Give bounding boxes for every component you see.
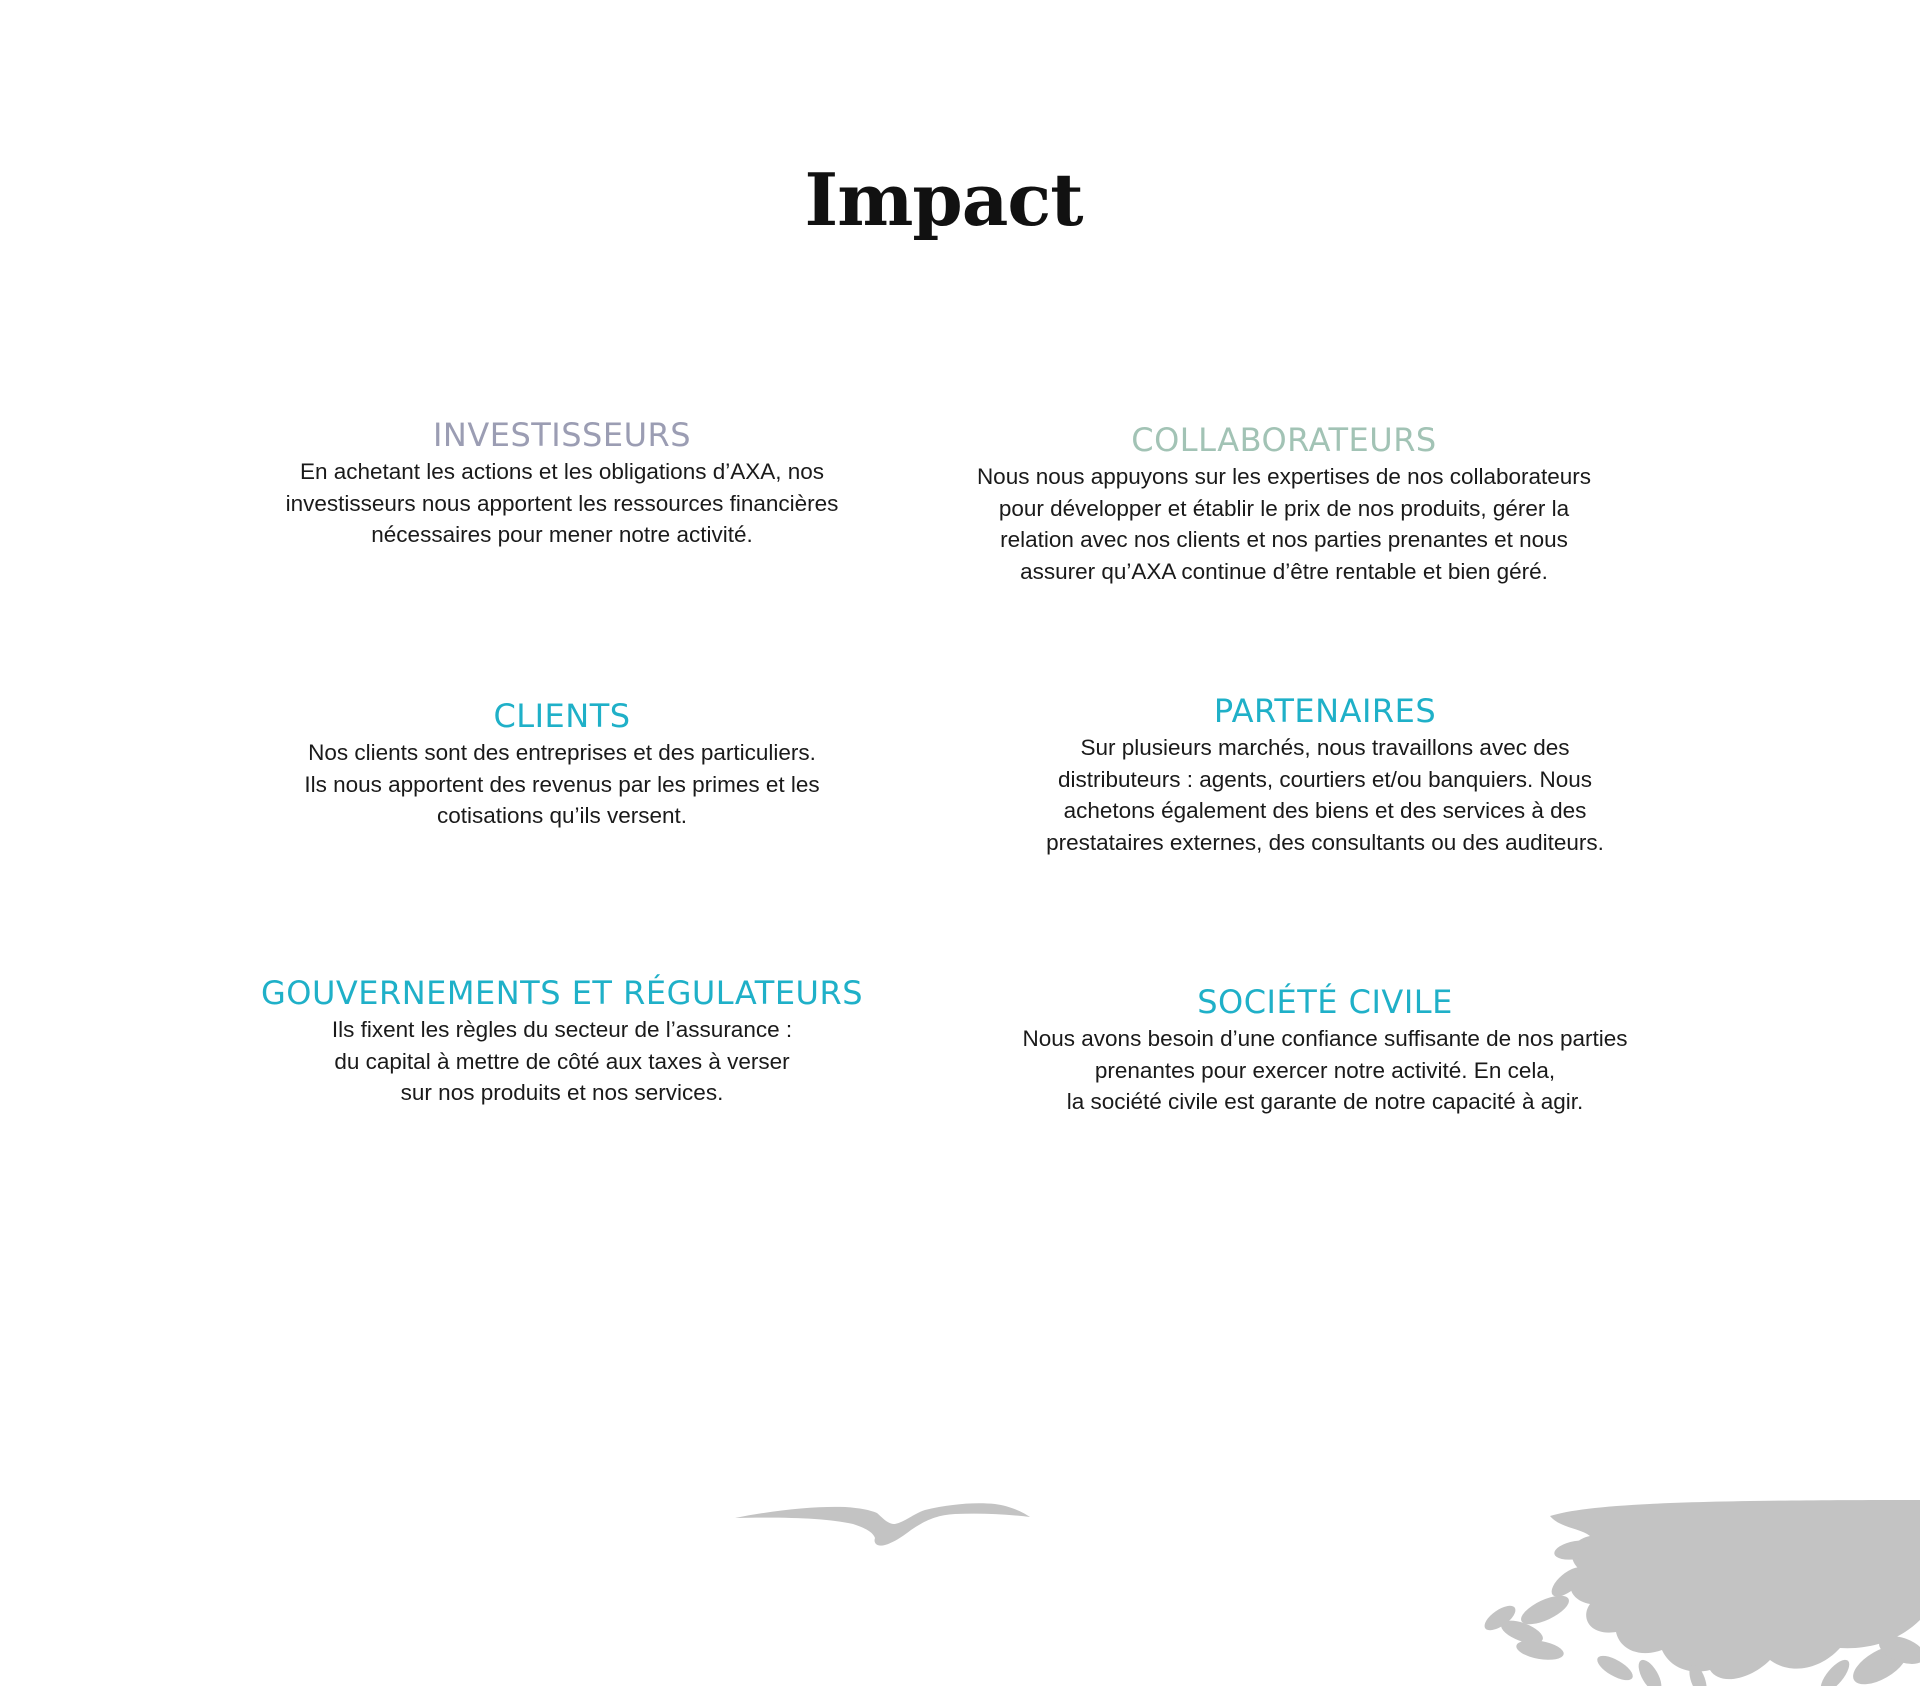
section-partenaires: [960, 692, 1690, 858]
text-line: Ils fixent les règles du secteur de l’assurance :: [331, 1017, 793, 1042]
text-line: assurer qu’AXA continue d’être rentable et bien géré.: [1020, 558, 1548, 584]
text-line: Ils nous apportent des revenus par les primes et les: [304, 771, 820, 797]
text-line: nécessaires pour mener notre activité.: [371, 522, 753, 547]
foliage-silhouette-icon: [1440, 1500, 1920, 1686]
text-line: relation avec nos clients et nos parties prenantes et nous: [1000, 527, 1568, 552]
foliage-shape: [1481, 1500, 1920, 1686]
section-text-investisseurs: [262, 456, 862, 551]
section-heading-investisseurs: INVESTISSEURS: [432, 416, 692, 454]
text-line: Sur plusieurs marchés, nous travaillons avec des: [1080, 735, 1570, 760]
text-line: achetons également des biens et des services à des: [1063, 798, 1587, 823]
bird-silhouette-icon: [735, 1498, 1030, 1548]
text-line: prestataires externes, des consultants ou des auditeurs.: [1046, 829, 1604, 855]
bird-shape: [735, 1503, 1030, 1545]
text-line: cotisations qu’ils versent.: [436, 803, 688, 828]
section-heading-partenaires: PARTENAIRES: [1213, 692, 1437, 730]
text-line: la société civile est garante de notre capacité à agir.: [1066, 1089, 1584, 1114]
section-text-partenaires: [960, 732, 1690, 858]
text-line: distributeurs : agents, courtiers et/ou banquiers. Nous: [1057, 766, 1593, 792]
section-heading-societe-civile: SOCIÉTÉ CIVILE: [1197, 983, 1453, 1021]
section-text-societe-civile: [960, 1023, 1690, 1118]
section-gouvernements: [232, 974, 892, 1109]
text-line: Nos clients sont des entreprises et des particuliers.: [308, 740, 816, 765]
text-line: du capital à mettre de côté aux taxes à verser: [334, 1048, 790, 1074]
section-collaborateurs: [920, 421, 1648, 587]
section-societe-civile: [960, 983, 1690, 1118]
section-text-collaborateurs: [920, 461, 1648, 587]
text-line: Nous nous appuyons sur les expertises de nos collaborateurs: [976, 464, 1592, 489]
section-heading-collaborateurs: COLLABORATEURS: [1131, 421, 1437, 459]
text-line: Nous avons besoin d’une confiance suffisante de nos parties: [1022, 1026, 1628, 1051]
text-line: En achetant les actions et les obligations d’AXA, nos: [299, 459, 825, 484]
section-heading-clients: CLIENTS: [493, 697, 631, 735]
section-heading-gouvernements: GOUVERNEMENTS ET RÉGULATEURS: [260, 974, 863, 1012]
text-line: prenantes pour exercer notre activité. En cela,: [1094, 1057, 1556, 1083]
section-text-clients: [262, 737, 862, 832]
text-line: sur nos produits et nos services.: [400, 1080, 724, 1105]
text-line: investisseurs nous apportent les ressources financières: [285, 490, 839, 516]
text-line: pour développer et établir le prix de nos produits, gérer la: [998, 495, 1570, 521]
section-investisseurs: [262, 416, 862, 551]
section-clients: [262, 697, 862, 832]
page-title: Impact: [804, 157, 1083, 242]
section-text-gouvernements: [232, 1014, 892, 1109]
